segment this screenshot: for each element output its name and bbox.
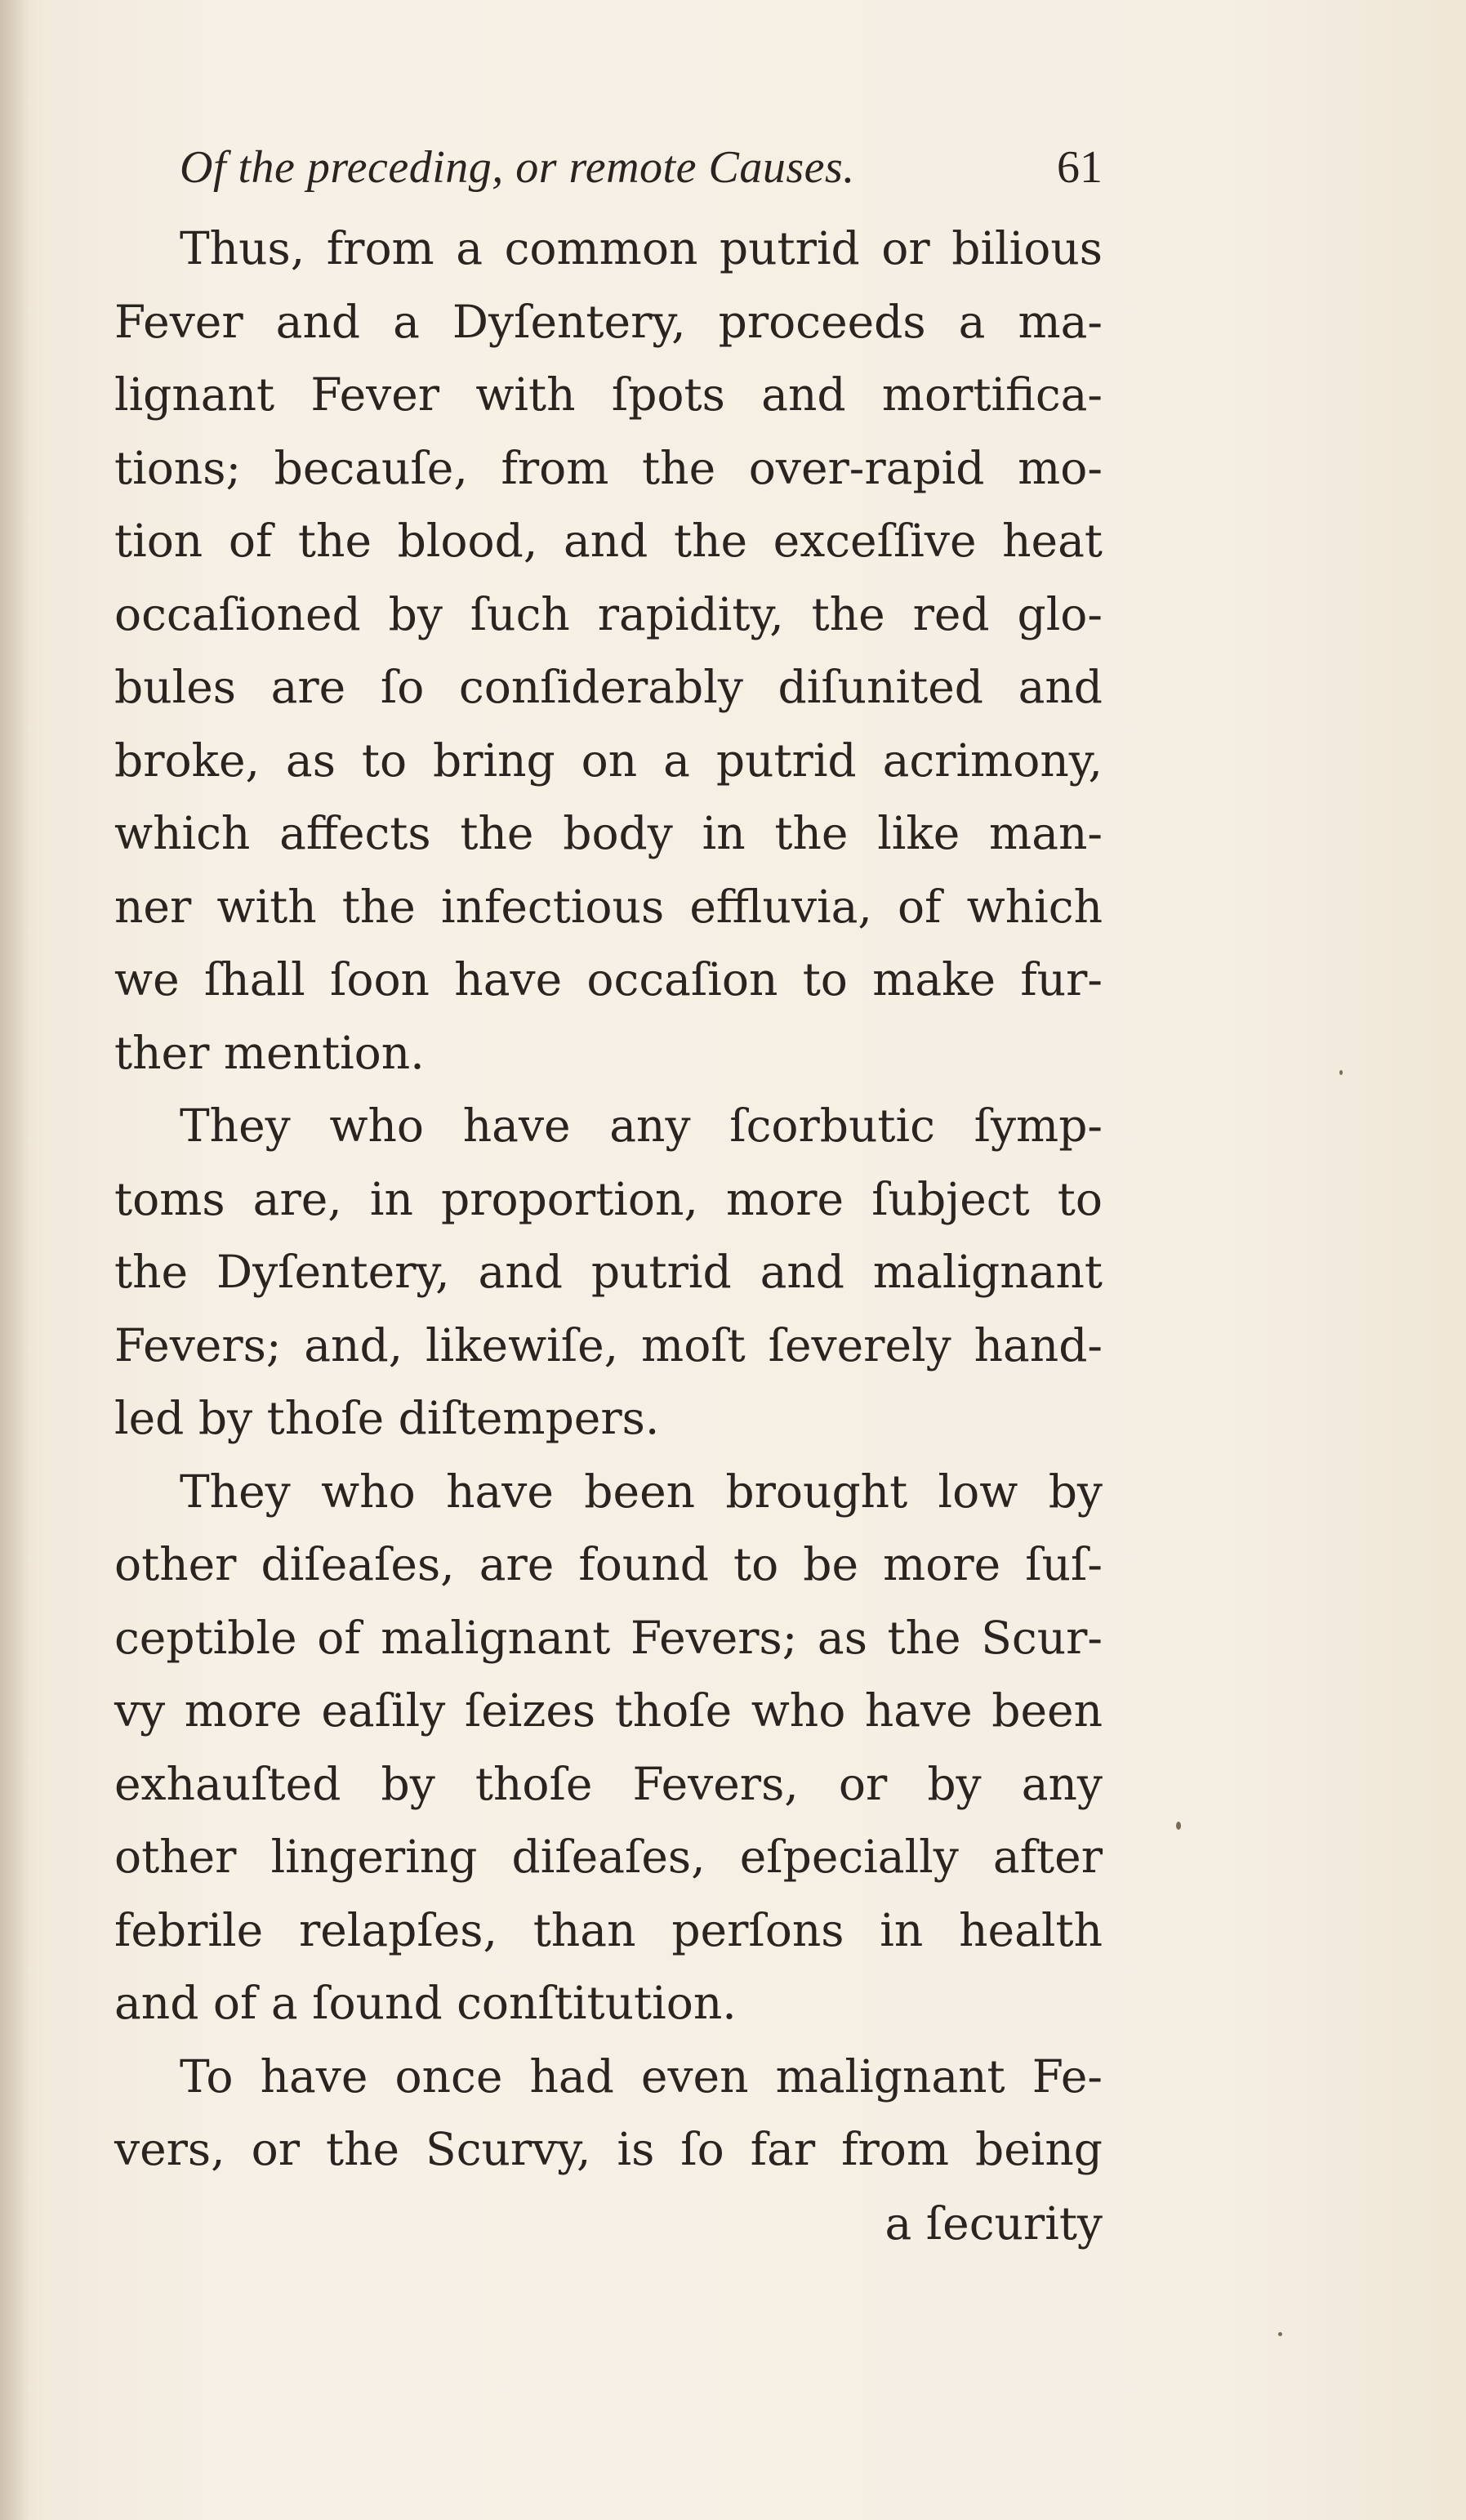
paper-speck	[1339, 1070, 1343, 1075]
text-line: tion of the blood, and the exceſſive heat	[114, 515, 1103, 567]
text-line: led by thoſe diſtempers.	[114, 1392, 660, 1444]
text-line: which affects the body in the like man-	[114, 807, 1103, 859]
text-line: ceptible of malignant Fevers; as the Scur-	[114, 1611, 1103, 1664]
text-line: They who have any ſcorbutic ſymp-	[180, 1099, 1103, 1152]
text-line: we ſhall ſoon have occaſion to make fur-	[114, 953, 1103, 1006]
text-block	[114, 123, 1103, 2260]
gutter-shadow	[0, 0, 29, 2520]
text-line: Fevers; and, likewiſe, moſt ſeverely hand-	[114, 1318, 1103, 1372]
paragraph-1	[114, 212, 1103, 1090]
text-line: ner with the infectious effluvia, of which	[114, 880, 1103, 933]
paragraph-3	[114, 1456, 1103, 2041]
text-line: toms are, in proportion, more ſubject to	[114, 1172, 1103, 1225]
text-line: Fever and a Dyſentery, proceeds a ma-	[114, 295, 1103, 348]
text-line: occaſioned by ſuch rapidity, the red glo-	[114, 587, 1103, 640]
text-line: febrile relapſes, than perſons in health	[114, 1903, 1103, 1956]
text-line: and of a ſound conſtitution.	[114, 1977, 737, 2029]
text-line: vy more eaſily ſeizes thoſe who have been	[114, 1684, 1103, 1737]
text-line: lignant Fever with ſpots and mortifica-	[114, 368, 1103, 421]
text-line: To have once had even malignant Fe-	[180, 2049, 1103, 2103]
page-number: 61	[1057, 142, 1103, 193]
text-line: They who have been brought low by	[180, 1465, 1103, 1518]
running-head	[114, 123, 1103, 212]
paragraph-2	[114, 1090, 1103, 1456]
paper-speck	[1278, 2332, 1282, 2336]
running-head-title: Of the preceding, or remote Causes.	[180, 142, 855, 193]
text-line: ther mention.	[114, 1026, 425, 1079]
text-line: exhauſted by thoſe Fevers, or by any	[114, 1757, 1103, 1810]
text-line: vers, or the Scurvy, is ſo far from being	[114, 2123, 1103, 2175]
text-line: Thus, from a common putrid or bilious	[180, 222, 1103, 274]
text-line: tions; becauſe, from the over-rapid mo-	[114, 441, 1103, 494]
paragraph-4	[114, 2041, 1103, 2187]
text-line: the Dyſentery, and putrid and malignant	[114, 1246, 1103, 1298]
catchword: a ſecurity	[885, 2197, 1103, 2250]
text-line: other diſeaſes, are found to be more ſuſ-	[114, 1538, 1103, 1590]
text-line: bules are ſo conſiderably diſunited and	[114, 661, 1103, 713]
text-line: broke, as to bring on a putrid acrimony,	[114, 734, 1103, 787]
text-line: other lingering diſeaſes, eſpecially after	[114, 1831, 1103, 1883]
paper-speck	[1176, 1822, 1181, 1830]
